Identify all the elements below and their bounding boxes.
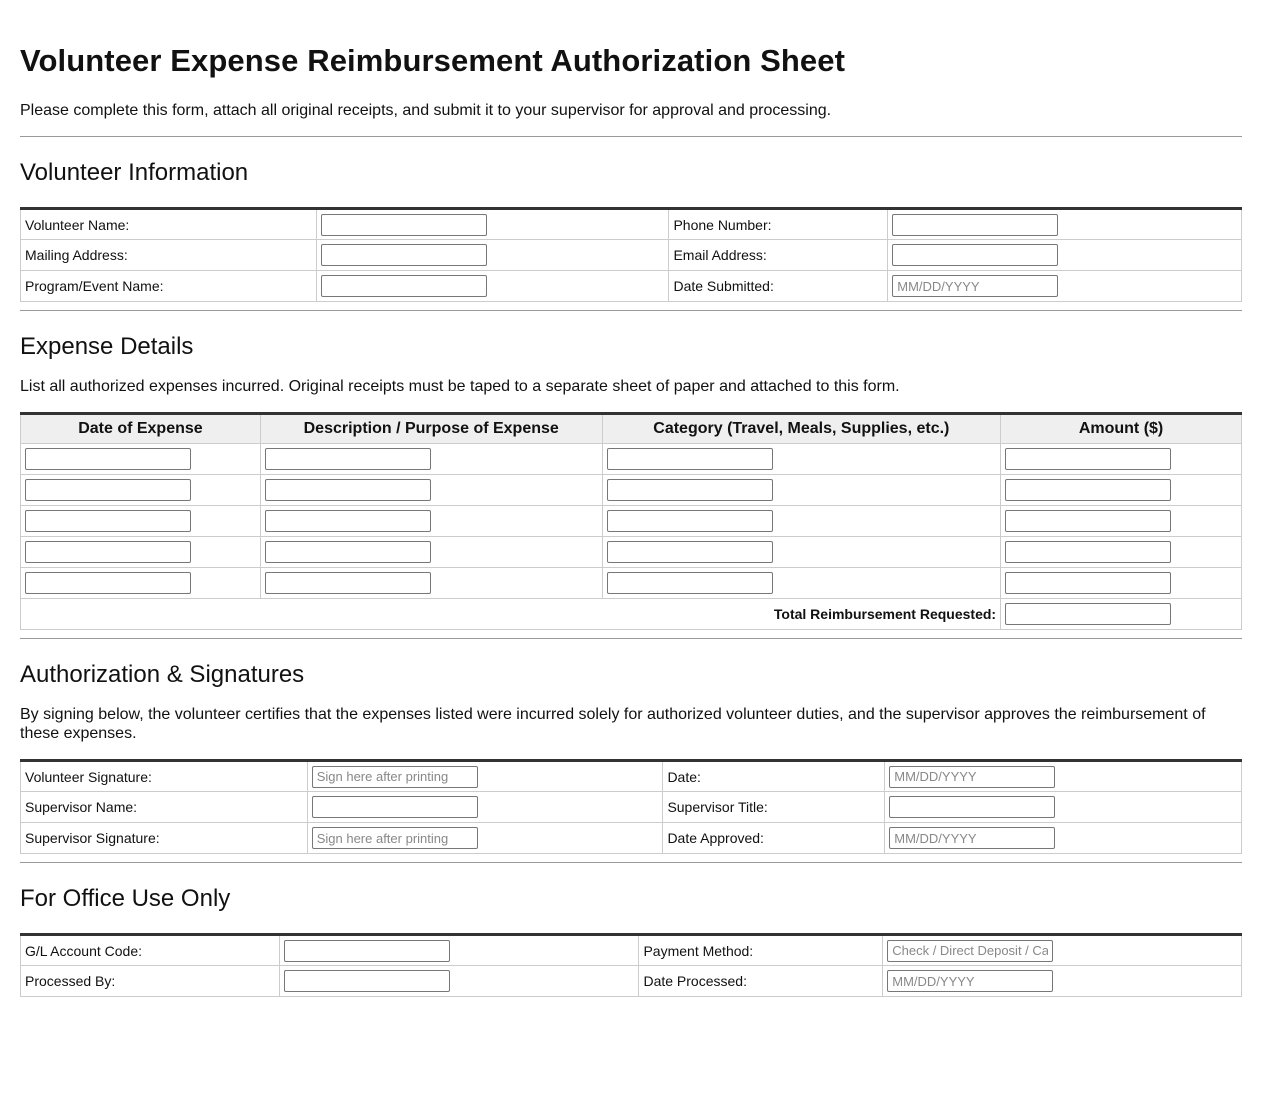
expense-cell — [260, 537, 602, 568]
form-row — [21, 823, 1242, 854]
expense-cell — [602, 506, 1001, 537]
field-cell — [316, 271, 669, 302]
amount-input[interactable] — [1005, 572, 1171, 594]
expense-cell — [21, 506, 261, 537]
expense-cell — [260, 568, 602, 599]
category-input[interactable] — [607, 510, 773, 532]
expense-cell — [1001, 537, 1242, 568]
expense-cell — [602, 475, 1001, 506]
expense-cell — [260, 475, 602, 506]
date-input[interactable] — [889, 766, 1055, 788]
divider — [20, 310, 1242, 311]
field-label: Volunteer Signature: — [21, 761, 308, 792]
field-cell — [316, 209, 669, 240]
expense-cell — [1001, 568, 1242, 599]
field-label: Date Approved: — [663, 823, 885, 854]
phone-number-input[interactable] — [892, 214, 1058, 236]
form-row — [21, 792, 1242, 823]
description-input[interactable] — [265, 479, 431, 501]
field-label: Payment Method: — [639, 935, 883, 966]
field-cell — [888, 271, 1242, 302]
field-label: Program/Event Name: — [21, 271, 317, 302]
section-heading-expense: Expense Details — [20, 333, 194, 360]
field-label: Supervisor Signature: — [21, 823, 308, 854]
expense-cell — [602, 444, 1001, 475]
category-input[interactable] — [607, 541, 773, 563]
field-label: Volunteer Name: — [21, 209, 317, 240]
intro-text: Please complete this form, attach all original receipts, and submit it to your supervisor for approval and processing. — [20, 102, 832, 119]
expense-cell — [21, 475, 261, 506]
field-cell — [307, 823, 663, 854]
column-header: Description / Purpose of Expense — [260, 414, 602, 444]
total-label: Total Reimbursement Requested: — [21, 599, 1001, 630]
section-heading-office: For Office Use Only — [20, 885, 231, 912]
field-cell — [883, 966, 1242, 997]
date-of-expense-input[interactable] — [25, 479, 191, 501]
g-l-account-code-input[interactable] — [284, 940, 450, 962]
program-event-name-input[interactable] — [321, 275, 487, 297]
form-row — [21, 240, 1242, 271]
divider — [20, 862, 1242, 863]
column-header: Category (Travel, Meals, Supplies, etc.) — [602, 414, 1001, 444]
category-input[interactable] — [607, 572, 773, 594]
field-cell — [307, 761, 663, 792]
divider — [20, 136, 1242, 137]
section-heading-volunteer: Volunteer Information — [20, 159, 249, 186]
date-of-expense-input[interactable] — [25, 541, 191, 563]
expense-cell — [260, 444, 602, 475]
total-reimbursement-input[interactable] — [1005, 603, 1171, 625]
expense-row — [21, 568, 1242, 599]
expense-header-row — [21, 414, 1242, 444]
expense-row — [21, 537, 1242, 568]
section-heading-authorization: Authorization & Signatures — [20, 661, 305, 688]
column-header: Date of Expense — [21, 414, 261, 444]
expense-cell — [21, 444, 261, 475]
field-label: Supervisor Title: — [663, 792, 885, 823]
supervisor-signature-input[interactable] — [312, 827, 478, 849]
volunteer-signature-input[interactable] — [312, 766, 478, 788]
date-of-expense-input[interactable] — [25, 510, 191, 532]
form-row — [21, 966, 1242, 997]
form-row — [21, 209, 1242, 240]
divider — [20, 638, 1242, 639]
form-row — [21, 761, 1242, 792]
total-row — [21, 599, 1242, 630]
field-cell — [883, 935, 1242, 966]
date-approved-input[interactable] — [889, 827, 1055, 849]
total-cell — [1001, 599, 1242, 630]
field-label: Supervisor Name: — [21, 792, 308, 823]
field-label: Date Processed: — [639, 966, 883, 997]
amount-input[interactable] — [1005, 479, 1171, 501]
expense-note: List all authorized expenses incurred. Original receipts must be taped to a separate sheet of paper and attached to this form. — [20, 378, 900, 395]
mailing-address-input[interactable] — [321, 244, 487, 266]
date-of-expense-input[interactable] — [25, 572, 191, 594]
description-input[interactable] — [265, 541, 431, 563]
expense-cell — [602, 568, 1001, 599]
amount-input[interactable] — [1005, 541, 1171, 563]
processed-by-input[interactable] — [284, 970, 450, 992]
amount-input[interactable] — [1005, 448, 1171, 470]
expense-cell — [602, 537, 1001, 568]
field-cell — [885, 761, 1242, 792]
form-row — [21, 935, 1242, 966]
date-of-expense-input[interactable] — [25, 448, 191, 470]
authorization-note: By signing below, the volunteer certifies that the expenses listed were incurred solely for authorized volunteer duties, and the supervisor approves the reimbursement of these expenses. — [20, 706, 1206, 742]
category-input[interactable] — [607, 448, 773, 470]
description-input[interactable] — [265, 448, 431, 470]
expense-row — [21, 506, 1242, 537]
date-processed-input[interactable] — [887, 970, 1053, 992]
supervisor-title-input[interactable] — [889, 796, 1055, 818]
field-label: Processed By: — [21, 966, 280, 997]
expense-row — [21, 444, 1242, 475]
date-submitted-input[interactable] — [892, 275, 1058, 297]
field-cell — [888, 209, 1242, 240]
volunteer-info-table — [20, 207, 1242, 302]
expense-table — [20, 412, 1242, 630]
page-title: Volunteer Expense Reimbursement Authorization Sheet — [20, 43, 846, 78]
field-label: Date Submitted: — [669, 271, 888, 302]
volunteer-name-input[interactable] — [321, 214, 487, 236]
office-use-table — [20, 933, 1242, 997]
expense-cell — [1001, 506, 1242, 537]
form-row — [21, 271, 1242, 302]
supervisor-name-input[interactable] — [312, 796, 478, 818]
field-cell — [307, 792, 663, 823]
payment-method-input[interactable] — [887, 940, 1053, 962]
field-cell — [885, 792, 1242, 823]
category-input[interactable] — [607, 479, 773, 501]
field-cell — [885, 823, 1242, 854]
expense-cell — [1001, 475, 1242, 506]
field-cell — [279, 966, 639, 997]
field-label: Phone Number: — [669, 209, 888, 240]
expense-cell — [260, 506, 602, 537]
column-header: Amount ($) — [1001, 414, 1242, 444]
field-label: Date: — [663, 761, 885, 792]
amount-input[interactable] — [1005, 510, 1171, 532]
expense-cell — [21, 568, 261, 599]
expense-cell — [1001, 444, 1242, 475]
expense-cell — [21, 537, 261, 568]
field-label: Mailing Address: — [21, 240, 317, 271]
authorization-table — [20, 759, 1242, 854]
expense-row — [21, 475, 1242, 506]
description-input[interactable] — [265, 510, 431, 532]
field-cell — [316, 240, 669, 271]
field-cell — [279, 935, 639, 966]
field-cell — [888, 240, 1242, 271]
email-address-input[interactable] — [892, 244, 1058, 266]
field-label: Email Address: — [669, 240, 888, 271]
field-label: G/L Account Code: — [21, 935, 280, 966]
description-input[interactable] — [265, 572, 431, 594]
